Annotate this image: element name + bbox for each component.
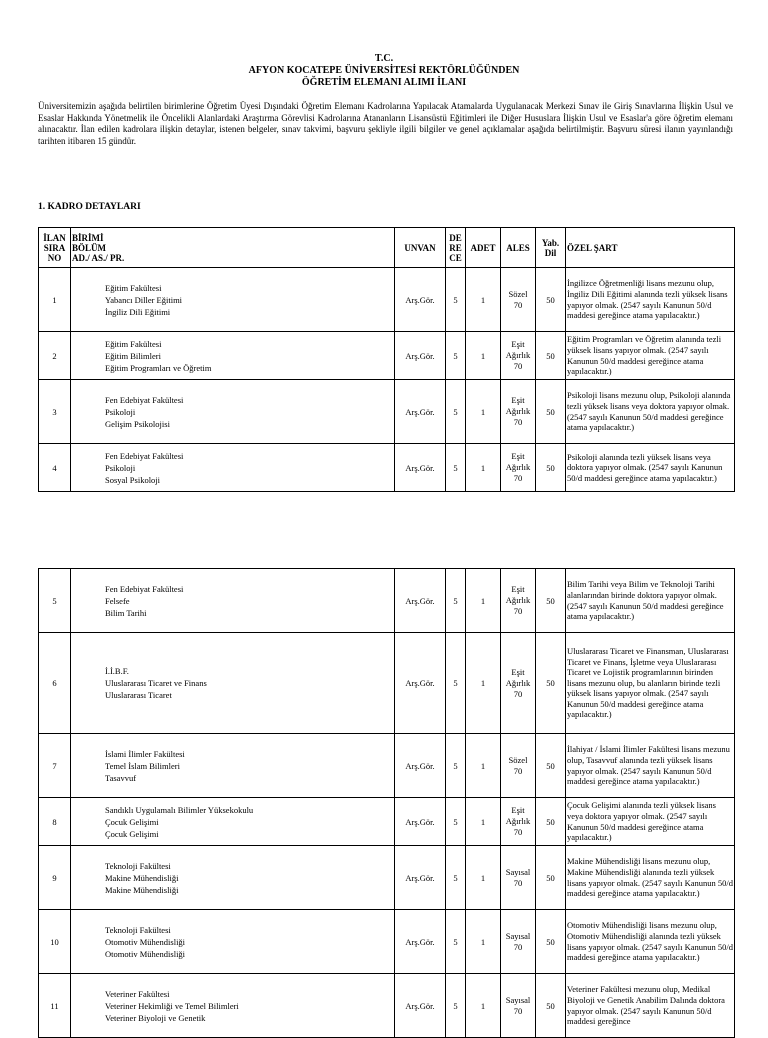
cell-birim <box>71 268 395 332</box>
cell-birim <box>71 910 395 974</box>
cell-no: 8 <box>39 798 71 846</box>
cell-dil: 50 <box>536 846 566 910</box>
cell-ales <box>501 380 536 444</box>
cell-adet: 1 <box>466 798 501 846</box>
cell-derece: 5 <box>446 798 466 846</box>
cell-ozel: İlahiyat / İslami İlimler Fakültesi lisans mezunu olup, Tasavvuf alanında tezli yüksek lisans yapıyor olmak. (2547 sayılı Kanunun 50/d maddesi gereğince atama yapılacaktır.) <box>566 734 735 798</box>
cell-ales-line: Eşit <box>511 395 525 405</box>
cell-dil: 50 <box>536 332 566 380</box>
cell-birim-line: Otomotiv Mühendisliği <box>105 948 186 959</box>
col-ozel-header: ÖZEL ŞART <box>566 228 735 268</box>
cell-ales-line: Ağırlık <box>505 350 531 360</box>
cell-dil: 50 <box>536 268 566 332</box>
col-unvan-header: UNVAN <box>395 228 446 268</box>
cell-dil: 50 <box>536 380 566 444</box>
intro-paragraph: Üniversitemizin aşağıda belirtilen birimlerine Öğretim Üyesi Dışındaki Öğretim Elemanı Kadrolarına Yapılacak Atamalarda Uygulanacak Merkezi Sınav ile Giriş Sınavlarına İlişkin Usul ve Esaslar Hakkında Yönetmelik ile Öncelikli Alanlardaki Araştırma Görevlisi Kadrolarına Atananların Lisansüstü Eğitimleri ile Diğer Hususlara İlişkin Usul ve Esaslar'a göre öğretim elemanı alınacaktır. İlan edilen kadrolara ilişkin detaylar, istenen belgeler, sınav takvimi, başvuru şekliyle ilgili bilgiler ve genel açıklamalar aşağıda belirtilmiştir. Başvuru süresi ilanın yayınlandığı tarihten itibaren 15 gündür. <box>38 101 733 146</box>
cell-ozel: Veteriner Fakültesi mezunu olup, Medikal Biyoloji ve Genetik Anabilim Dalında doktora yapıyor olmak. (2547 sayılı Kanunun 50/d maddesi gereğince <box>566 974 735 1038</box>
cell-derece: 5 <box>446 633 466 734</box>
cell-derece: 5 <box>446 734 466 798</box>
cell-ozel: Çocuk Gelişimi alanında tezli yüksek lisans veya doktora yapıyor olmak. (2547 sayılı Kanunun 50/d maddesi gereğince atama yapılacaktır.) <box>566 798 735 846</box>
cell-ales-line: Eşit <box>511 451 525 461</box>
col-ilan-header: İLAN SIRA NO <box>39 228 71 268</box>
table-header-row <box>39 228 735 268</box>
cell-ozel: Eğitim Programları ve Öğretim alanında tezli yüksek lisans yapıyor olmak. (2547 sayılı Kanunun 50/d maddesi gereğince atama yapılacaktır.) <box>566 332 735 380</box>
table-row <box>39 332 735 380</box>
cell-birim-line: İslami İlimler Fakültesi <box>105 748 185 759</box>
cell-unvan: Arş.Gör. <box>395 332 446 380</box>
cell-unvan: Arş.Gör. <box>395 444 446 492</box>
cell-birim-line: Psikoloji <box>105 462 136 473</box>
cell-adet: 1 <box>466 910 501 974</box>
cell-ozel: İngilizce Öğretmenliği lisans mezunu olup, İngiliz Dili Eğitimi alanında tezli yüksek lisans yapıyor olmak. (2547 sayılı Kanunun 50/d maddesi gereğince atama yapılacaktır.) <box>566 268 735 332</box>
cell-ales-line: Sayısal <box>505 866 531 877</box>
table-row <box>39 974 735 1038</box>
kadro-table-2 <box>38 568 735 1038</box>
cell-unvan: Arş.Gör. <box>395 268 446 332</box>
cell-ales-line: Ağırlık <box>505 406 531 416</box>
cell-adet: 1 <box>466 332 501 380</box>
cell-birim-line: Fen Edebiyat Fakültesi <box>105 394 184 405</box>
cell-ales-line: 70 <box>513 606 523 616</box>
cell-birim-line: Fen Edebiyat Fakültesi <box>105 583 184 594</box>
col-dil-header: Yab. Dil <box>536 228 566 268</box>
cell-birim <box>71 734 395 798</box>
cell-derece: 5 <box>446 910 466 974</box>
cell-ales <box>501 734 536 798</box>
cell-ales-line: Ağırlık <box>505 677 531 688</box>
cell-no: 10 <box>39 910 71 974</box>
cell-birim-line: Eğitim Fakültesi <box>105 338 162 349</box>
cell-adet: 1 <box>466 974 501 1038</box>
cell-ales <box>501 332 536 380</box>
cell-adet: 1 <box>466 380 501 444</box>
cell-ales-line: Ağırlık <box>505 595 531 605</box>
cell-unvan: Arş.Gör. <box>395 974 446 1038</box>
cell-ozel: Bilim Tarihi veya Bilim ve Teknoloji Tarihi alanlarından birinde doktora yapıyor olmak. (2547 sayılı Kanunun 50/d maddesi gereğince atama yapılacaktır.) <box>566 569 735 633</box>
cell-birim-line: Fen Edebiyat Fakültesi <box>105 450 184 461</box>
cell-birim-line: İngiliz Dili Eğitimi <box>105 306 171 317</box>
cell-birim-line: Yabancı Diller Eğitimi <box>105 294 183 305</box>
cell-birim-line: Bilim Tarihi <box>105 607 147 618</box>
cell-ales-line: 70 <box>513 1005 523 1016</box>
cell-ales-line: Ağırlık <box>505 816 531 826</box>
cell-no: 4 <box>39 444 71 492</box>
cell-birim-line: Çocuk Gelişimi <box>105 828 159 839</box>
cell-unvan: Arş.Gör. <box>395 734 446 798</box>
cell-adet: 1 <box>466 734 501 798</box>
cell-birim-line: Teknoloji Fakültesi <box>105 860 171 871</box>
cell-birim-line: Makine Mühendisliği <box>105 872 179 883</box>
cell-derece: 5 <box>446 380 466 444</box>
cell-ales-line: 70 <box>513 299 523 310</box>
cell-ales-line: Sayısal <box>505 930 531 941</box>
cell-ales-line: Sayısal <box>505 994 531 1005</box>
cell-adet: 1 <box>466 633 501 734</box>
cell-ales <box>501 974 536 1038</box>
cell-dil: 50 <box>536 633 566 734</box>
cell-birim <box>71 633 395 734</box>
col-ales-header: ALES <box>501 228 536 268</box>
cell-ales-line: 70 <box>513 473 523 483</box>
table-row <box>39 268 735 332</box>
cell-birim <box>71 846 395 910</box>
cell-no: 5 <box>39 569 71 633</box>
cell-unvan: Arş.Gör. <box>395 846 446 910</box>
cell-derece: 5 <box>446 846 466 910</box>
cell-birim-line: Gelişim Psikolojisi <box>105 418 170 429</box>
cell-birim-line: Çocuk Gelişimi <box>105 816 159 827</box>
cell-birim-line: Uluslararası Ticaret <box>105 690 172 700</box>
col-derece-header: DE RE CE <box>446 228 466 268</box>
cell-dil: 50 <box>536 734 566 798</box>
cell-ozel: Psikoloji lisans mezunu olup, Psikoloji alanında tezli yüksek lisans veya doktora yapıyor olmak. (2547 sayılı Kanunun 50/d maddesi gereğince atama yapılacaktır.) <box>566 380 735 444</box>
cell-birim-line: Uluslararası Ticaret ve Finans <box>105 678 207 688</box>
cell-birim <box>71 974 395 1038</box>
cell-dil: 50 <box>536 569 566 633</box>
cell-dil: 50 <box>536 444 566 492</box>
cell-ales-line: 70 <box>513 941 523 952</box>
cell-birim-line: İ.İ.B.F. <box>105 666 129 676</box>
cell-ales <box>501 846 536 910</box>
cell-ales-line: Sözel <box>508 288 528 299</box>
cell-ozel: Otomotiv Mühendisliği lisans mezunu olup, Otomotiv Mühendisliği alanında tezli yüksek lisans yapıyor olmak. (2547 sayılı Kanunun 50/d maddesi gereğince atama yapılacaktır.) <box>566 910 735 974</box>
cell-birim-line: Eğitim Bilimleri <box>105 350 161 361</box>
cell-ales-line: 70 <box>513 361 523 371</box>
cell-unvan: Arş.Gör. <box>395 380 446 444</box>
cell-no: 6 <box>39 633 71 734</box>
cell-birim-line: Makine Mühendisliği <box>105 884 179 895</box>
table-row <box>39 444 735 492</box>
cell-ales-line: 70 <box>513 688 523 699</box>
cell-derece: 5 <box>446 569 466 633</box>
cell-ales-line: 70 <box>513 827 523 837</box>
cell-unvan: Arş.Gör. <box>395 633 446 734</box>
cell-ales-line: 70 <box>513 765 523 776</box>
cell-ales-line: Ağırlık <box>505 462 531 472</box>
cell-ozel: Psikoloji alanında tezli yüksek lisans veya doktora yapıyor olmak. (2547 sayılı Kanunun 50/d maddesi gereğince atama yapılacaktır.) <box>566 444 735 492</box>
table-row <box>39 380 735 444</box>
section-title: 1. KADRO DETAYLARI <box>38 202 141 212</box>
cell-derece: 5 <box>446 332 466 380</box>
cell-adet: 1 <box>466 569 501 633</box>
cell-no: 11 <box>39 974 71 1038</box>
cell-ales-line: Eşit <box>511 805 525 815</box>
kadro-table-1 <box>38 227 735 492</box>
cell-ales <box>501 569 536 633</box>
cell-no: 3 <box>39 380 71 444</box>
cell-birim-line: Otomotiv Mühendisliği <box>105 936 186 947</box>
cell-no: 1 <box>39 268 71 332</box>
cell-birim <box>71 798 395 846</box>
cell-unvan: Arş.Gör. <box>395 910 446 974</box>
table-row <box>39 910 735 974</box>
cell-birim-line: Eğitim Programları ve Öğretim <box>105 362 212 373</box>
cell-birim-line: Eğitim Fakültesi <box>105 282 162 293</box>
cell-adet: 1 <box>466 444 501 492</box>
cell-ales-line: Eşit <box>511 339 525 349</box>
cell-ales <box>501 798 536 846</box>
cell-birim-line: Veteriner Fakültesi <box>105 988 170 999</box>
header-university: AFYON KOCATEPE ÜNİVERSİTESİ REKTÖRLÜĞÜNDEN <box>248 65 520 76</box>
cell-birim-line: Teknoloji Fakültesi <box>105 924 171 935</box>
cell-adet: 1 <box>466 268 501 332</box>
col-adet-header: ADET <box>466 228 501 268</box>
cell-birim-line: Veteriner Hekimliği ve Temel Bilimleri <box>105 1000 239 1011</box>
cell-no: 2 <box>39 332 71 380</box>
cell-birim-line: Psikoloji <box>105 406 136 417</box>
col-birim-header: BİRİMİ BÖLÜM AD./ AS./ PR. <box>71 228 395 268</box>
cell-dil: 50 <box>536 910 566 974</box>
cell-unvan: Arş.Gör. <box>395 569 446 633</box>
table-row <box>39 633 735 734</box>
table-row <box>39 846 735 910</box>
cell-dil: 50 <box>536 798 566 846</box>
cell-ales <box>501 633 536 734</box>
cell-ales-line: Eşit <box>511 584 525 594</box>
cell-ales-line: 70 <box>513 417 523 427</box>
cell-birim-line: Veteriner Biyoloji ve Genetik <box>105 1012 206 1023</box>
table-row <box>39 798 735 846</box>
cell-birim <box>71 569 395 633</box>
cell-birim-line: Tasavvuf <box>105 772 137 783</box>
cell-ales-line: 70 <box>513 877 523 888</box>
header-title: ÖĞRETİM ELEMANI ALIMI İLANI <box>301 77 467 88</box>
cell-birim-line: Temel İslam Bilimleri <box>105 760 180 771</box>
cell-ales <box>501 268 536 332</box>
cell-unvan: Arş.Gör. <box>395 798 446 846</box>
table-row <box>39 734 735 798</box>
cell-birim <box>71 332 395 380</box>
cell-no: 9 <box>39 846 71 910</box>
cell-ales <box>501 910 536 974</box>
cell-ozel: Uluslararası Ticaret ve Finansman, Uluslararası Ticaret ve Finans, İşletme veya Uluslararası Ticaret ve Lojistik programlarının birinden lisans mezunu olup, bu alanların birinde tezli yüksek lisans yapıyor olmak. (2547 sayılı Kanunun 50/d maddesi gereğince atama yapılacaktır.) <box>566 633 735 734</box>
header-tc: T.C. <box>374 53 394 64</box>
cell-ozel: Makine Mühendisliği lisans mezunu olup, Makine Mühendisliği alanında tezli yüksek lisans yapıyor olmak. (2547 sayılı Kanunun 50/d maddesi gereğince atama yapılacaktır.) <box>566 846 735 910</box>
cell-no: 7 <box>39 734 71 798</box>
cell-derece: 5 <box>446 974 466 1038</box>
cell-birim-line: Sosyal Psikoloji <box>105 474 161 485</box>
cell-derece: 5 <box>446 268 466 332</box>
cell-dil: 50 <box>536 974 566 1038</box>
cell-derece: 5 <box>446 444 466 492</box>
cell-adet: 1 <box>466 846 501 910</box>
cell-ales <box>501 444 536 492</box>
cell-birim <box>71 444 395 492</box>
cell-birim <box>71 380 395 444</box>
cell-ales-line: Eşit <box>511 666 525 677</box>
cell-birim-line: Sandıklı Uygulamalı Bilimler Yüksekokulu <box>105 804 254 815</box>
cell-birim-line: Felsefe <box>105 595 130 606</box>
table-row <box>39 569 735 633</box>
cell-ales-line: Sözel <box>508 754 528 765</box>
